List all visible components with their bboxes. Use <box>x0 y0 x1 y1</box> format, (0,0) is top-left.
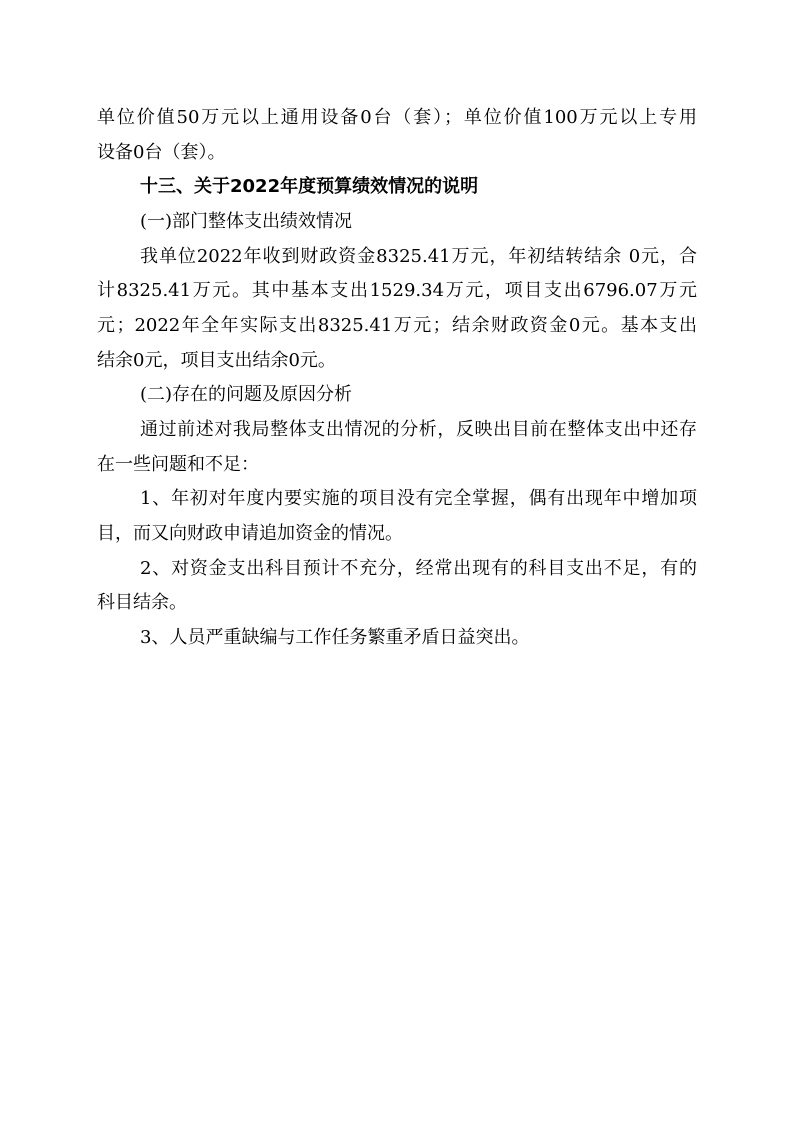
paragraph-line: 1、年初对年度内要实施的项目没有完全掌握，偶有出现年中增加项 <box>140 488 697 510</box>
paragraph-line: 科目结余。 <box>97 592 187 614</box>
paragraph-line: 设备0台（套）。 <box>97 141 226 163</box>
problem-item-2 <box>97 552 697 621</box>
paragraph-line: 通过前述对我局整体支出情况的分析，反映出目前在整体支出中还存 <box>140 418 697 440</box>
section-heading: 十三、关于2022年度预算绩效情况的说明 <box>140 176 479 198</box>
paragraph-line: 单位价值50万元以上通用设备0台（套）；单位价值100万元以上专用 <box>97 107 697 128</box>
problem-item-3 <box>97 621 697 656</box>
opening-paragraph <box>97 101 697 170</box>
paragraph-line: 在一些问题和不足： <box>97 453 259 475</box>
paragraph-line: 结余0元，项目支出结余0元。 <box>97 349 336 371</box>
problem-item-1 <box>97 482 697 551</box>
problems-intro-paragraph <box>97 413 697 482</box>
document-page <box>97 101 697 656</box>
paragraph-line: 元；2022年全年实际支出8325.41万元；结余财政资金0元。基本支出 <box>97 314 697 336</box>
paragraph-line: 2、对资金支出科目预计不充分，经常出现有的科目支出不足，有的 <box>140 557 697 579</box>
paragraph-line: 我单位2022年收到财政资金8325.41万元，年初结转结余 0元，合 <box>140 245 697 267</box>
paragraph-line: 计8325.41万元。其中基本支出1529.34万元，项目支出6796.07万元 <box>97 280 697 302</box>
subsection-1-title: (一)部门整体支出绩效情况 <box>140 210 353 232</box>
paragraph-line: 3、人员严重缺编与工作任务繁重矛盾日益突出。 <box>140 626 530 648</box>
subsection-2-title: (二)存在的问题及原因分析 <box>140 384 353 406</box>
paragraph-line: 目，而又向财政申请追加资金的情况。 <box>97 522 403 544</box>
budget-performance-paragraph <box>97 240 697 379</box>
